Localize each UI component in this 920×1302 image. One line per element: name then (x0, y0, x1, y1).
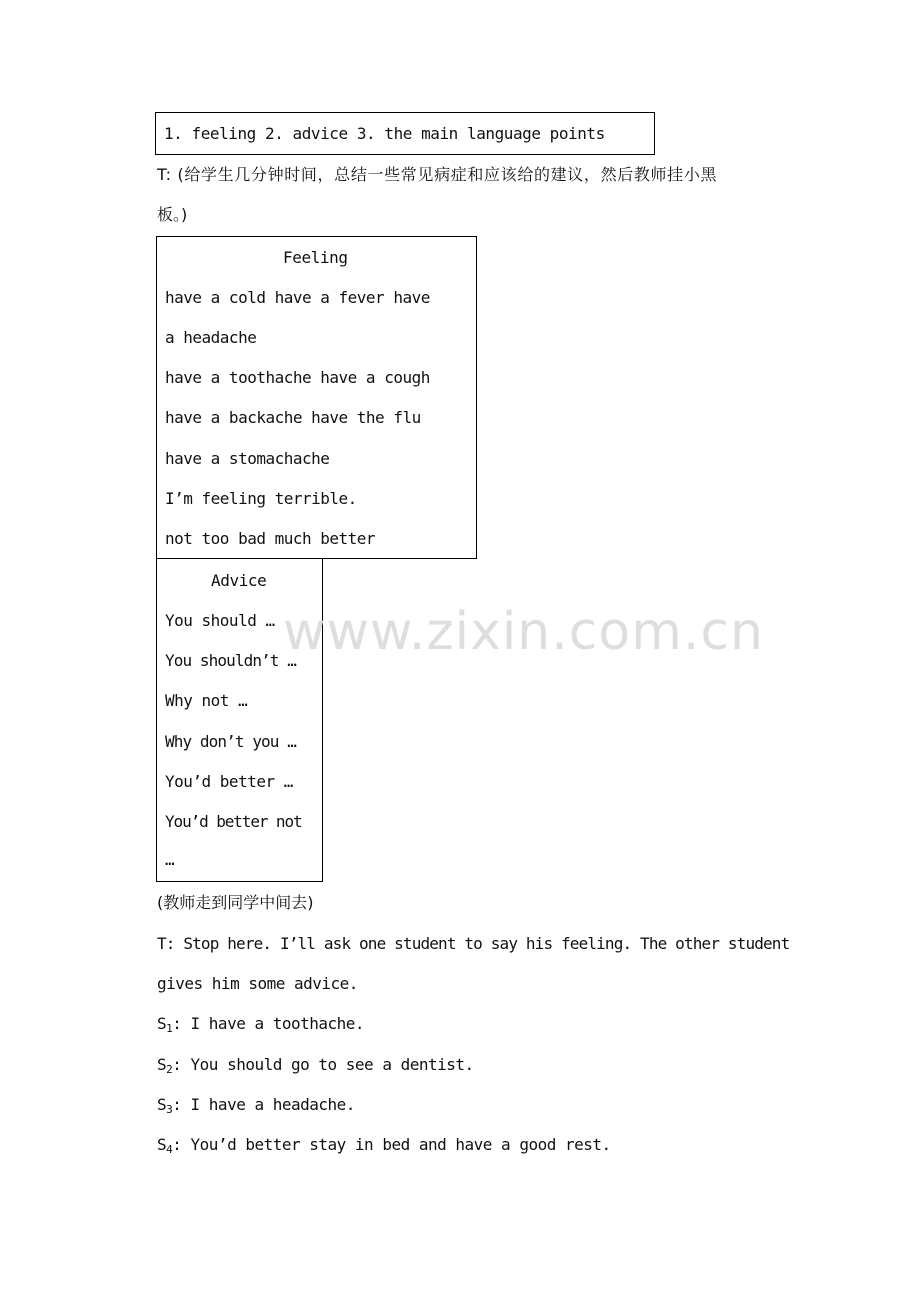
speaker-label: S (157, 1014, 167, 1033)
speaker-number: 4 (166, 1143, 173, 1156)
utterance: : You should go to see a dentist. (172, 1055, 474, 1074)
advice-line: You’d better … (165, 772, 293, 791)
advice-line: Why not … (165, 691, 248, 710)
feeling-box (156, 236, 477, 559)
advice-line: You’d better not (165, 812, 302, 831)
advice-line: Why don’t you … (165, 732, 296, 751)
speaker-label: S (157, 1095, 167, 1114)
teacher-note-line-2: 板。) (157, 205, 188, 224)
utterance: : I have a toothache. (172, 1014, 365, 1033)
feeling-line: have a toothache have a cough (165, 368, 430, 387)
toc-text: 1. feeling 2. advice 3. the main language points (164, 124, 605, 143)
advice-line: … (165, 850, 175, 869)
stage-direction: (教师走到同学中间去) (157, 893, 314, 912)
teacher-line-2: gives him some advice. (157, 974, 358, 993)
advice-line: You should … (165, 611, 275, 630)
feeling-line: a headache (165, 328, 257, 347)
feeling-line: have a cold have a fever have (165, 288, 430, 307)
speaker-number: 3 (166, 1103, 173, 1116)
feeling-line: have a stomachache (165, 449, 330, 468)
speaker-label: S (157, 1135, 167, 1154)
dialogue-line-s4 (157, 1137, 611, 1155)
advice-title: Advice (211, 571, 267, 590)
speaker-label: S (157, 1055, 167, 1074)
teacher-line-1: T: Stop here. I’ll ask one student to say his feeling. The other student (157, 934, 790, 953)
feeling-line: not too bad much better (165, 529, 376, 548)
feeling-line: I’m feeling terrible. (165, 489, 357, 508)
dialogue-line-s1 (157, 1016, 364, 1034)
speaker-number: 1 (166, 1022, 173, 1035)
feeling-line: have a backache have the flu (165, 408, 421, 427)
advice-line: You shouldn’t … (165, 651, 296, 670)
watermark: www.zixin.com.cn (283, 602, 764, 662)
dialogue-line-s2 (157, 1057, 474, 1075)
dialogue-line-s3 (157, 1097, 355, 1115)
feeling-title: Feeling (283, 248, 348, 267)
teacher-note-line-1: T: (给学生几分钟时间，总结一些常见病症和应该给的建议，然后教师挂小黑 (157, 165, 718, 184)
speaker-number: 2 (166, 1063, 173, 1076)
utterance: : I have a headache. (172, 1095, 355, 1114)
utterance: : You’d better stay in bed and have a good rest. (172, 1135, 611, 1154)
